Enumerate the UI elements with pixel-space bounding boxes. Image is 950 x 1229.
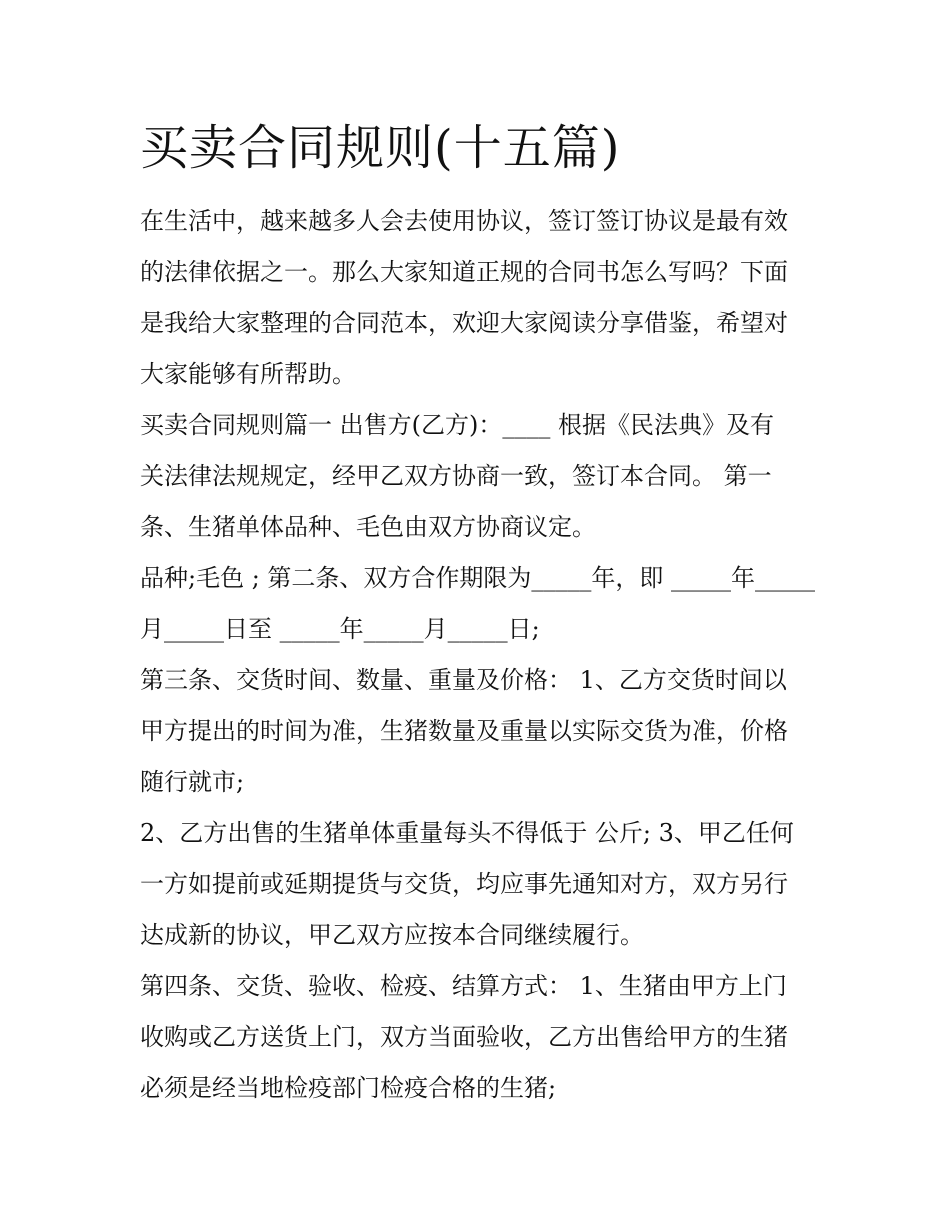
body-line: 必须是经当地检疫部门检疫合格的生猪; bbox=[140, 1074, 557, 1102]
body-line: 第四条、交货、验收、检疫、结算方式： 1、生猪由甲方上门 bbox=[140, 972, 787, 1000]
body-line: 2、乙方出售的生猪单体重量每头不得低于 公斤; 3、甲乙任何 bbox=[140, 819, 794, 847]
document-body bbox=[140, 196, 820, 1114]
body-line: 大家能够有所帮助。 bbox=[140, 360, 356, 388]
body-line: 关法律法规规定，经甲乙双方协商一致，签订本合同。 第一 bbox=[140, 462, 772, 490]
body-line: 随行就市; bbox=[140, 768, 245, 796]
body-line: 达成新的协议，甲乙双方应按本合同继续履行。 bbox=[140, 921, 644, 949]
body-line: 月_____日至 _____年_____月_____日; bbox=[140, 615, 540, 643]
body-line: 第三条、交货时间、数量、重量及价格： 1、乙方交货时间以 bbox=[140, 666, 787, 694]
document-title: 买卖合同规则(十五篇) bbox=[140, 120, 621, 176]
body-line: 买卖合同规则篇一 出售方(乙方)：____ 根据《民法典》及有 bbox=[140, 411, 774, 439]
body-line: 甲方提出的时间为准，生猪数量及重量以实际交货为准，价格 bbox=[140, 717, 788, 745]
body-line: 一方如提前或延期提货与交货，均应事先通知对方，双方另行 bbox=[140, 870, 788, 898]
body-line: 条、生猪单体品种、毛色由双方协商议定。 bbox=[140, 513, 596, 541]
body-line: 品种;毛色 ; 第二条、双方合作期限为_____年，即 _____年_____ bbox=[140, 564, 816, 592]
body-line: 在生活中，越来越多人会去使用协议，签订签订协议是最有效 bbox=[140, 207, 788, 235]
body-line: 的法律依据之一。那么大家知道正规的合同书怎么写吗？下面 bbox=[140, 258, 788, 286]
body-line: 收购或乙方送货上门，双方当面验收，乙方出售给甲方的生猪 bbox=[140, 1023, 788, 1051]
body-line: 是我给大家整理的合同范本，欢迎大家阅读分享借鉴，希望对 bbox=[140, 309, 788, 337]
